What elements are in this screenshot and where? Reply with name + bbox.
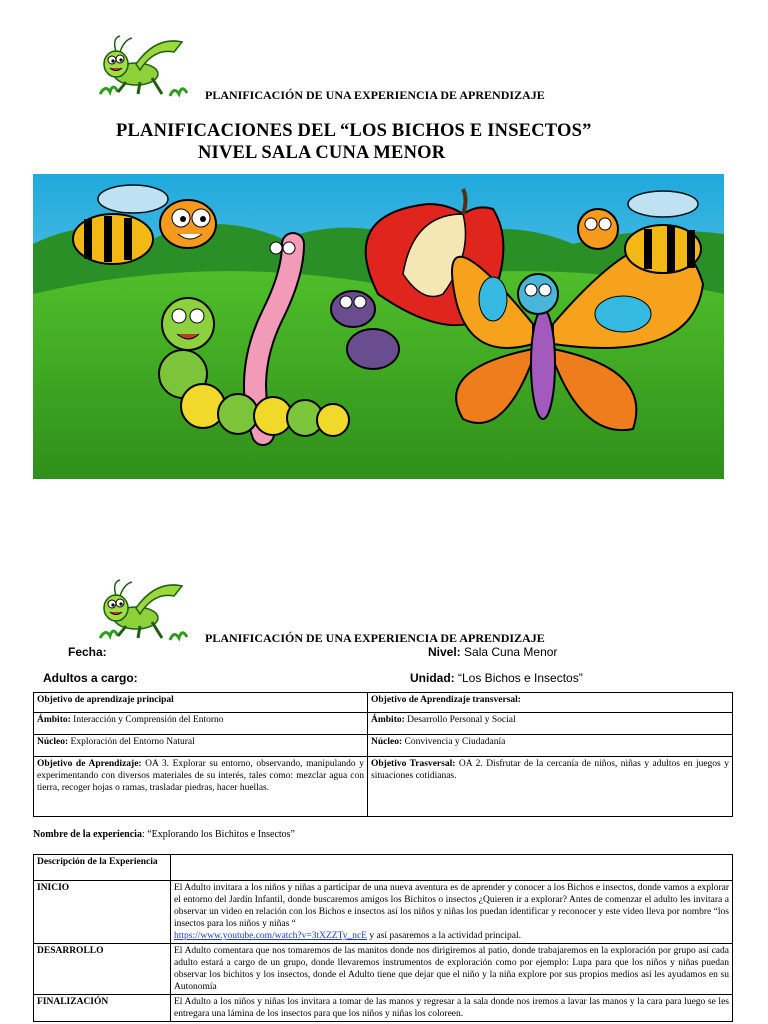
description-header-empty [171, 855, 733, 881]
row-text-desarrollo: El Adulto comentara que nos tomaremos de las manitos donde nos dirigiremos al patio, donde trabajaremos en la exploración por grupo así cada adulto estará a cargo de un grupo, donde llevaremos instrumentos de exploración como por ejemplo: Lupa para que los niños y niñas puedan observar los bichitos y los insectos, donde el Adulto tiene que dejar que el niño y la niña explore por sus propios medios así les ayudamos en su Autonomía [171, 944, 733, 995]
unidad-label: Unidad: [410, 671, 455, 685]
oa-right-cell: Objetivo Trasversal: OA 2. Disfrutar de la cercanía de niños, niñas y adultos en juegos y situaciones cotidianas. [368, 757, 733, 817]
fecha-label: Fecha: [68, 645, 107, 659]
objectives-table [33, 692, 733, 817]
row-text-finalizacion: El Adulto a los niños y niñas los invitara a tomar de las manos y regresar a la sala donde nos iremos a lavar las manos y la cara para luego se les entregara una lámina de los insectos para que los niños y niñas los coloreen. [171, 995, 733, 1022]
insects-illustration [33, 174, 724, 479]
page-subtitle: PLANIFICACIÓN DE UNA EXPERIENCIA DE APRENDIZAJE [205, 88, 545, 102]
objective-transversal-header: Objetivo de Aprendizaje transversal: [368, 693, 733, 713]
adultos-label: Adultos a cargo: [43, 671, 138, 685]
objective-principal-header: Objetivo de aprendizaje principal [34, 693, 368, 713]
experience-name-value: : “Explorando los Bichitos e Insectos” [141, 829, 295, 840]
row-label-inicio: INICIO [34, 881, 171, 944]
nivel-label: Nivel: [428, 645, 461, 659]
nucleo-right-cell: Núcleo: Convivencia y Ciudadanía [368, 735, 733, 757]
description-header: Descripción de la Experiencia [34, 855, 171, 881]
grasshopper-logo [96, 34, 196, 98]
ambito-right-cell: Ámbito: Desarrollo Personal y Social [368, 713, 733, 735]
experience-name-label: Nombre de la experiencia [33, 829, 142, 840]
page-title: PLANIFICACIONES DEL “LOS BICHOS E INSECTOS” [116, 121, 592, 141]
row-text-inicio: El Adulto invitara a los niños y niñas a participar de una nueva aventura es de aprender y conocer a los Bichos e insectos, donde vamos a explorar el entorno del Jardín Infantil, donde buscaremos amigos los Bichitos o insectos ¿Quieren ir a explorar? Antes de comenzar el adulto les invitara a observar un video en relación con los Bichos e insectos así los niños y niñas los puedan identificar y reconocer y este video lleva por nombre “los insectos para los niños y niñas “ https://www.youtube.com/watch?v=3tXZZTy_ncE y así pasaremos a la actividad principal. [171, 881, 733, 944]
unidad-field [410, 671, 583, 685]
ambito-left-cell: Ámbito: Interacción y Comprensión del Entorno [34, 713, 368, 735]
oa-left-cell: Objetivo de Aprendizaje: OA 3. Explorar su entorno, observando, manipulando y experimentando con diversos materiales de su interés, tales como: mezclar agua con tierra, recoger hojas o ramas, trasladar piedras, hacer huellas. [34, 757, 368, 817]
section-subtitle: PLANIFICACIÓN DE UNA EXPERIENCIA DE APRENDIZAJE [205, 631, 545, 645]
nivel-value: Sala Cuna Menor [460, 645, 558, 659]
row-label-desarrollo: DESARROLLO [34, 944, 171, 995]
nucleo-left-cell: Núcleo: Exploración del Entorno Natural [34, 735, 368, 757]
level-title: NIVEL SALA CUNA MENOR [198, 143, 446, 163]
video-link[interactable]: https://www.youtube.com/watch?v=3tXZZTy_ncE [174, 931, 367, 941]
grasshopper-logo-2 [96, 578, 196, 642]
nivel-field [428, 645, 557, 659]
unidad-value: “Los Bichos e Insectos” [454, 671, 583, 685]
description-table [33, 854, 733, 1022]
experience-name [33, 829, 295, 840]
row-label-finalizacion: FINALIZACIÓN [34, 995, 171, 1022]
